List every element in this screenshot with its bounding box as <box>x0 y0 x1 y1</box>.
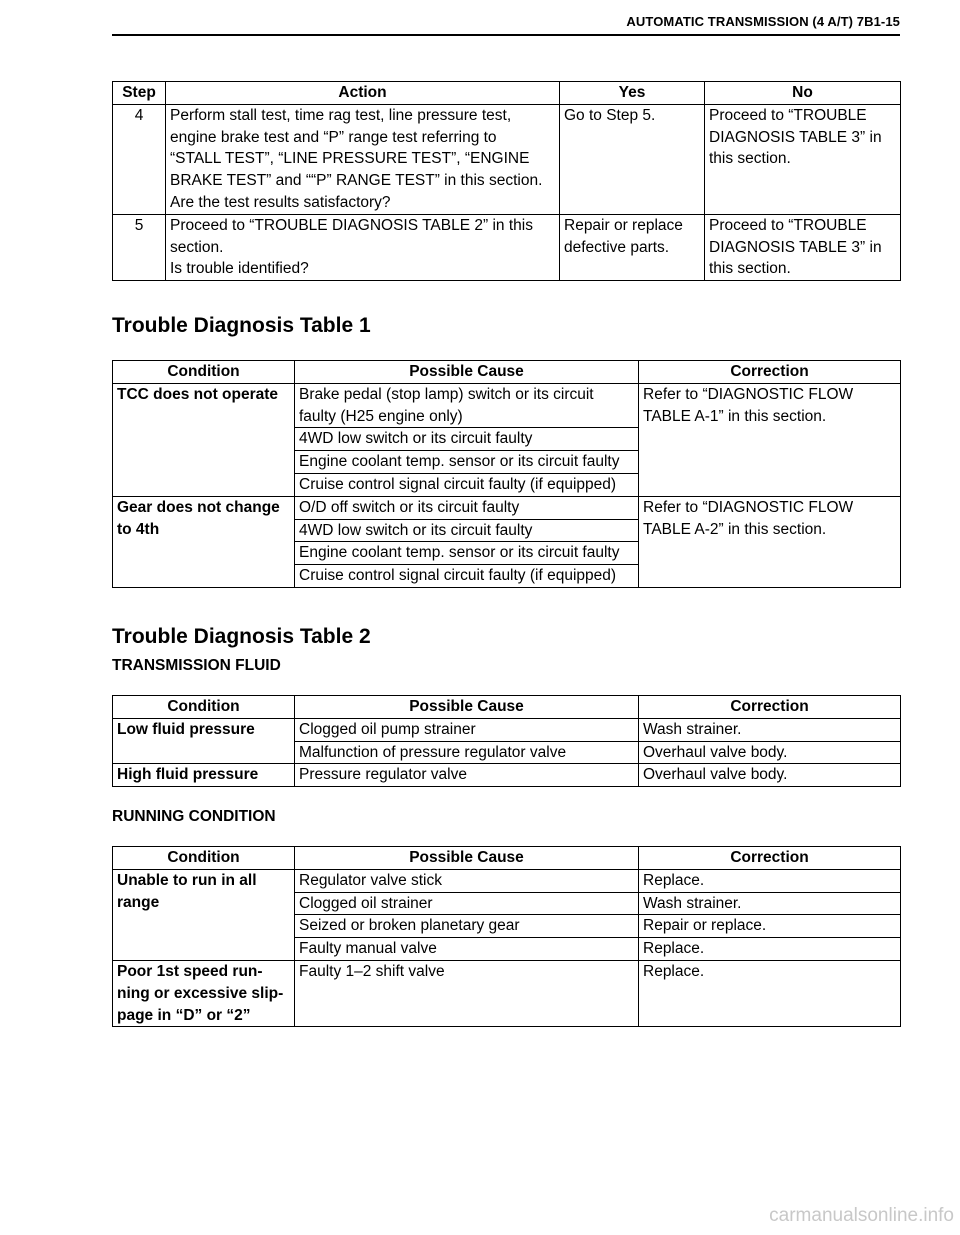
line: DIAGNOSIS TABLE 3” in <box>709 128 882 146</box>
correction-cell: Overhaul valve body. <box>639 764 901 787</box>
correction-cell: Replace. <box>639 960 901 1026</box>
line: TCC does not operate <box>117 385 279 403</box>
watermark: carmanualsonline.info <box>769 1205 954 1226</box>
cause-cell: O/D off switch or its circuit faulty <box>295 496 639 519</box>
step-yes <box>560 104 705 214</box>
table-row <box>113 718 901 741</box>
header-condition: Condition <box>113 696 295 719</box>
line: TABLE A-2” in this section. <box>643 520 827 538</box>
step-action <box>166 214 560 280</box>
cause-cell: Faulty 1–2 shift valve <box>295 960 639 1026</box>
step-yes <box>560 214 705 280</box>
cause-cell: 4WD low switch or its circuit faulty <box>295 519 639 542</box>
line: “STALL TEST”, “LINE PRESSURE TEST”, “ENGINE <box>170 150 530 168</box>
cause-cell: Engine coolant temp. sensor or its circuit faulty <box>295 542 639 565</box>
cause-cell: Cruise control signal circuit faulty (if equipped) <box>295 565 639 588</box>
table-row <box>113 764 901 787</box>
correction-cell <box>639 496 901 587</box>
line: ning or excessive slip- <box>117 984 284 1002</box>
line: Perform stall test, time rag test, line pressure test, <box>170 106 512 124</box>
running-table-header <box>113 847 901 870</box>
line: TABLE A-1” in this section. <box>643 407 827 425</box>
condition-cell <box>113 496 295 587</box>
header-correction: Correction <box>639 361 901 384</box>
cause-cell: Pressure regulator valve <box>295 764 639 787</box>
header-condition: Condition <box>113 361 295 384</box>
line: Gear does not change <box>117 498 280 516</box>
correction-cell: Repair or replace. <box>639 915 901 938</box>
header-possible-cause: Possible Cause <box>295 696 639 719</box>
header-no: No <box>705 82 901 105</box>
table1-header <box>113 361 901 384</box>
step-no <box>705 214 901 280</box>
table-row <box>113 214 901 280</box>
cause-cell <box>295 383 639 428</box>
header-step: Step <box>113 82 166 105</box>
line: this section. <box>709 150 791 168</box>
condition-cell: Low fluid pressure <box>113 718 295 764</box>
line: Is trouble identified? <box>170 260 309 278</box>
line: defective parts. <box>564 238 670 256</box>
line: Proceed to “TROUBLE <box>709 106 867 124</box>
line: Refer to “DIAGNOSTIC FLOW <box>643 385 854 403</box>
line: Proceed to “TROUBLE <box>709 216 867 234</box>
header-correction: Correction <box>639 847 901 870</box>
cause-cell: Regulator valve stick <box>295 869 639 892</box>
correction-cell: Wash strainer. <box>639 718 901 741</box>
table1-title: Trouble Diagnosis Table 1 <box>112 314 371 337</box>
header-possible-cause: Possible Cause <box>295 361 639 384</box>
line: this section. <box>709 260 791 278</box>
line: faulty (H25 engine only) <box>299 407 463 425</box>
step-action <box>166 104 560 214</box>
line: Repair or replace <box>564 216 683 234</box>
condition-cell: High fluid pressure <box>113 764 295 787</box>
line: BRAKE TEST” and ““P” RANGE TEST” in this section. <box>170 172 543 190</box>
cause-cell: Faulty manual valve <box>295 938 639 961</box>
line: to 4th <box>117 520 160 538</box>
line: DIAGNOSIS TABLE 3” in <box>709 238 882 256</box>
correction-cell: Replace. <box>639 869 901 892</box>
table-row <box>113 496 901 519</box>
line: page in “D” or “2” <box>117 1006 251 1024</box>
step-no <box>705 104 901 214</box>
cause-cell: Engine coolant temp. sensor or its circuit faulty <box>295 451 639 474</box>
table-row <box>113 383 901 428</box>
header-correction: Correction <box>639 696 901 719</box>
line: Refer to “DIAGNOSTIC FLOW <box>643 498 854 516</box>
transmission-fluid-subtitle: TRANSMISSION FLUID <box>112 657 281 674</box>
header-action: Action <box>166 82 560 105</box>
step-number: 4 <box>113 104 166 214</box>
step-table-header <box>113 82 901 105</box>
line: section. <box>170 238 224 256</box>
cause-cell: Malfunction of pressure regulator valve <box>295 741 639 764</box>
cause-cell: Cruise control signal circuit faulty (if equipped) <box>295 473 639 496</box>
correction-cell: Wash strainer. <box>639 892 901 915</box>
cause-cell: 4WD low switch or its circuit faulty <box>295 428 639 451</box>
line: Brake pedal (stop lamp) switch or its circuit <box>299 385 594 403</box>
line: Proceed to “TROUBLE DIAGNOSIS TABLE 2” in this <box>170 216 533 234</box>
condition-cell <box>113 960 295 1026</box>
step-table <box>112 81 901 281</box>
line: Are the test results satisfactory? <box>170 193 391 211</box>
step-number: 5 <box>113 214 166 280</box>
running-condition-subtitle: RUNNING CONDITION <box>112 808 276 825</box>
line: Unable to run in all <box>117 871 257 889</box>
table-row <box>113 104 901 214</box>
running-condition-table <box>112 846 901 1027</box>
correction-cell: Overhaul valve body. <box>639 741 901 764</box>
cause-cell: Clogged oil strainer <box>295 892 639 915</box>
header-condition: Condition <box>113 847 295 870</box>
header-rule <box>112 34 900 36</box>
correction-cell: Replace. <box>639 938 901 961</box>
diagnosis-table-1 <box>112 360 901 588</box>
page-header <box>112 14 900 34</box>
line: Go to Step 5. <box>564 106 656 124</box>
table-row <box>113 869 901 892</box>
table-row <box>113 960 901 1026</box>
cause-cell: Seized or broken planetary gear <box>295 915 639 938</box>
page-header-title: AUTOMATIC TRANSMISSION (4 A/T) 7B1-15 <box>626 14 900 29</box>
fluid-table-header <box>113 696 901 719</box>
cause-cell: Clogged oil pump strainer <box>295 718 639 741</box>
header-possible-cause: Possible Cause <box>295 847 639 870</box>
header-yes: Yes <box>560 82 705 105</box>
condition-cell <box>113 869 295 960</box>
line: engine brake test and “P” range test referring to <box>170 128 497 146</box>
table2-title: Trouble Diagnosis Table 2 <box>112 625 371 648</box>
line: Poor 1st speed run- <box>117 962 263 980</box>
transmission-fluid-table <box>112 695 901 787</box>
condition-cell <box>113 383 295 496</box>
correction-cell <box>639 383 901 496</box>
line: range <box>117 893 160 911</box>
